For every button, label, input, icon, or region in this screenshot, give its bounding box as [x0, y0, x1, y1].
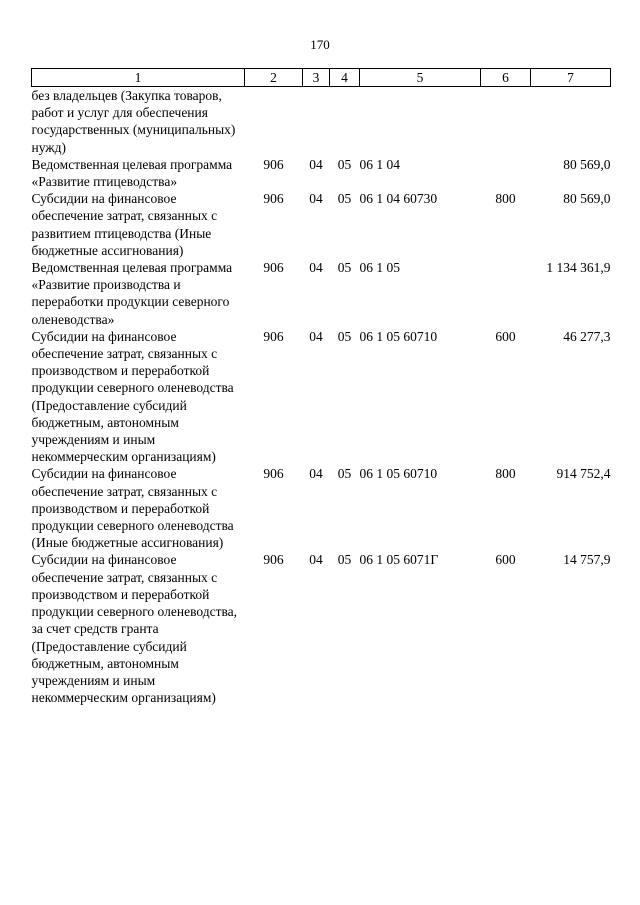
row-ved: 906 — [263, 191, 284, 207]
table-row — [32, 156, 611, 190]
row-ved: 906 — [263, 260, 284, 276]
header-col-6: 6 — [481, 69, 531, 87]
row-rz — [303, 87, 330, 156]
row-rz: 04 — [309, 191, 323, 207]
row-vr: 600 — [495, 552, 516, 568]
table-row — [32, 190, 611, 259]
row-name: без владельцев (Закупка товаров, работ и услуг для обеспечения государственных (муниципальных) нужд) — [31, 88, 236, 155]
row-name: Субсидии на финансовое обеспечение затрат, связанных с развитием птицеводства (Иные бюджетные ассигнования) — [31, 191, 218, 258]
table-row — [32, 551, 611, 706]
row-sum: 80 569,0 — [563, 191, 611, 207]
table-row — [32, 465, 611, 551]
row-name: Субсидии на финансовое обеспечение затрат, связанных с производством и переработкой продукции северного оленеводства (Предоставление субсидий бюджетным, автономным учреждениям и иным некоммерческим организациям) — [31, 328, 234, 465]
row-vr: 800 — [495, 191, 516, 207]
row-sum: 46 277,3 — [563, 328, 611, 344]
row-name: Ведомственная целевая программа «Развитие производства и переработки продукции северного оленеводства» — [31, 260, 233, 327]
header-row — [32, 69, 611, 87]
row-name: Ведомственная целевая программа «Развитие птицеводства» — [31, 156, 233, 190]
header-col-1: 1 — [32, 69, 245, 87]
row-csr: 06 1 05 6071Г — [359, 552, 439, 568]
row-csr: 06 1 05 — [359, 260, 400, 276]
page-number: 170 — [310, 37, 330, 52]
row-name: Субсидии на финансовое обеспечение затрат, связанных с производством и переработкой продукции северного оленеводства (Иные бюджетные ассигнования) — [31, 466, 234, 551]
row-ved: 906 — [263, 328, 284, 344]
row-csr: 06 1 04 60730 — [359, 191, 438, 207]
header-col-2: 2 — [245, 69, 303, 87]
row-rz: 04 — [309, 552, 323, 568]
row-sum: 80 569,0 — [563, 156, 611, 172]
row-rz: 04 — [309, 260, 323, 276]
row-name: Субсидии на финансовое обеспечение затрат, связанных с производством и переработкой продукции северного оленеводства, за счет средств гранта (Предоставление субсидий бюджетным, автономным учреждениям и иным некоммерческим организациям) — [31, 552, 238, 706]
row-ved — [245, 87, 303, 156]
row-vr — [481, 156, 531, 190]
table-row — [32, 328, 611, 466]
row-csr: 06 1 04 — [359, 156, 400, 172]
row-pr: 05 — [337, 328, 352, 344]
row-csr: 06 1 05 60710 — [359, 328, 438, 344]
row-pr — [330, 87, 360, 156]
row-pr: 05 — [337, 552, 352, 568]
row-vr: 600 — [495, 328, 516, 344]
row-sum: 14 757,9 — [563, 552, 611, 568]
row-sum — [531, 87, 611, 156]
row-csr: 06 1 05 60710 — [359, 466, 438, 482]
row-pr: 05 — [337, 191, 352, 207]
table-row — [32, 259, 611, 328]
budget-table — [31, 68, 611, 706]
row-sum: 914 752,4 — [556, 466, 611, 482]
table-row — [32, 87, 611, 156]
row-csr — [360, 87, 481, 156]
row-vr — [481, 259, 531, 328]
header-col-3: 3 — [303, 69, 330, 87]
row-pr: 05 — [337, 466, 352, 482]
row-rz: 04 — [309, 466, 323, 482]
header-col-5: 5 — [360, 69, 481, 87]
row-pr: 05 — [337, 260, 352, 276]
row-ved: 906 — [263, 156, 284, 172]
row-ved: 906 — [263, 466, 284, 482]
row-sum: 1 134 361,9 — [546, 260, 611, 276]
row-ved: 906 — [263, 552, 284, 568]
header-col-7: 7 — [531, 69, 611, 87]
row-rz: 04 — [309, 328, 323, 344]
row-vr — [481, 87, 531, 156]
row-pr: 05 — [337, 156, 352, 172]
row-vr: 800 — [495, 466, 516, 482]
row-rz: 04 — [309, 156, 323, 172]
header-col-4: 4 — [330, 69, 360, 87]
